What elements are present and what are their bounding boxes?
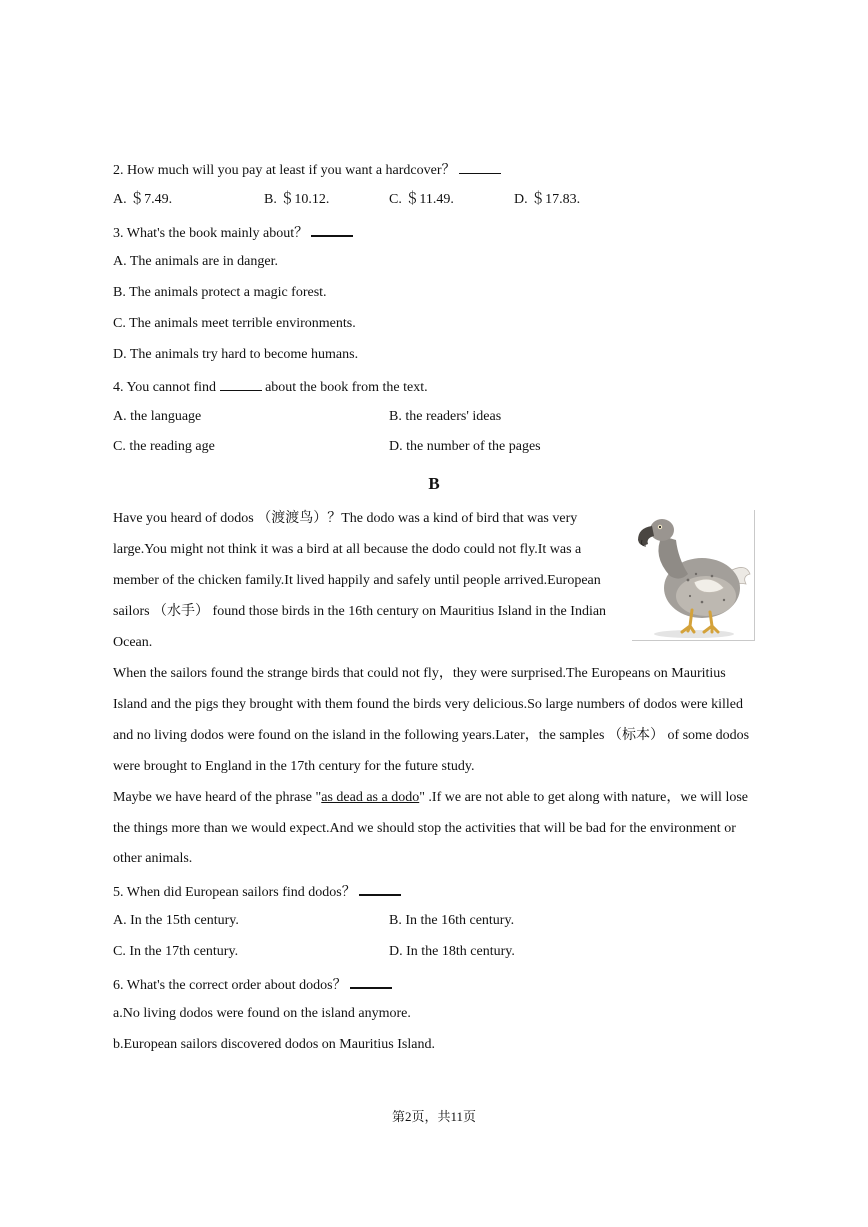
q4-option-a: A. the language <box>113 409 202 424</box>
question-5-stem: 5. When did European sailors find dodos？ <box>113 881 401 902</box>
passage-line: large.You might not think it was a bird at all because the dodo could not fly.It was a <box>113 542 582 557</box>
q4-option-c: C. the reading age <box>113 439 215 454</box>
q6-item-a: a.No living dodos were found on the island anymore. <box>113 1006 411 1021</box>
q2-option-a: A. ＄7.49. <box>113 192 173 207</box>
answer-blank <box>459 160 501 174</box>
passage-line: the things more than we would expect.And we should stop the activities that will be bad for the environment or <box>113 821 736 836</box>
q2-option-d: D. ＄17.83. <box>514 192 581 207</box>
q3-option-a: A. The animals are in danger. <box>113 254 278 269</box>
answer-blank <box>359 881 401 896</box>
question-6-stem: 6. What's the correct order about dodos？ <box>113 974 392 995</box>
q2-option-c: C. ＄11.49. <box>389 192 454 207</box>
answer-blank <box>311 222 353 237</box>
section-heading: B <box>428 474 440 493</box>
q6-item-b: b.European sailors discovered dodos on Mauritius Island. <box>113 1037 435 1052</box>
answer-blank <box>350 974 392 989</box>
q3-option-d: D. The animals try hard to become humans. <box>113 347 359 362</box>
q3-option-b: B. The animals protect a magic forest. <box>113 285 327 300</box>
passage-line: were brought to England in the 17th century for the future study. <box>113 759 475 774</box>
q2-option-b: B. ＄10.12. <box>264 192 330 207</box>
answer-blank <box>220 377 262 391</box>
q5-option-b: B. In the 16th century. <box>389 913 515 928</box>
question-4-stem: 4. You cannot find about the book from the text. <box>113 377 428 397</box>
passage-line: Have you heard of dodos （渡渡鸟）？The dodo was a kind of bird that was very <box>113 511 578 526</box>
q5-option-a: A. In the 15th century. <box>113 913 239 928</box>
q3-option-c: C. The animals meet terrible environments. <box>113 316 356 331</box>
passage-line: Ocean. <box>113 635 153 650</box>
passage-line: other animals. <box>113 851 193 866</box>
passage-line: When the sailors found the strange birds that could not fly，they were surprised.The Europeans on Mauritius <box>113 666 726 681</box>
q4-option-b: B. the readers' ideas <box>389 409 502 424</box>
q4-option-d: D. the number of the pages <box>389 439 541 454</box>
passage-line: sailors （水手） found those birds in the 16th century on Mauritius Island in the Indian <box>113 604 607 619</box>
page-footer: 第2页，共11页 <box>391 1109 477 1124</box>
q5-option-c: C. In the 17th century. <box>113 944 239 959</box>
passage-line: member of the chicken family.It lived happily and safely until people arrived.European <box>113 573 601 588</box>
passage-line: Island and the pigs they brought with them found the birds very delicious.So large numbers of dodos were killed <box>113 697 744 712</box>
passage-line: Maybe we have heard of the phrase "as dead as a dodo" .If we are not able to get along with nature，we will lose <box>113 790 748 805</box>
underlined-phrase: as dead as a dodo <box>321 790 420 805</box>
question-3-stem: 3. What's the book mainly about？ <box>113 222 353 243</box>
passage-line: and no living dodos were found on the island in the following years.Later，the samples （标本） of some dodos <box>113 728 750 743</box>
dodo-bird-illustration <box>632 510 754 640</box>
q5-option-d: D. In the 18th century. <box>389 944 515 959</box>
question-2-stem: 2. How much will you pay at least if you want a hardcover？ <box>113 160 501 180</box>
dodo-image <box>632 510 755 641</box>
